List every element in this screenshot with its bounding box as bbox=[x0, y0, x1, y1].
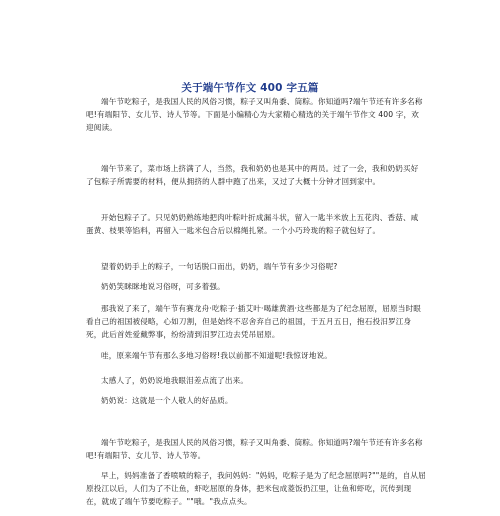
document-title: 关于端午节作文 400 字五篇 bbox=[181, 82, 319, 94]
paragraph-intro: 端午节吃粽子，是我国人民的风俗习惯，粽子又叫角黍、筒粽。你知道吗?端午节还有许多名称吧!有端阳节、女儿节、诗人节等。下面是小编精心为大家精心精选的关于端午节作文 400 字，欢迎阅读。 bbox=[86, 97, 423, 132]
paragraph-wrapping: 开始包粽子了。只见奶奶熟练地把肉叶粽叶折成漏斗状，留入一匙半米放上五花肉、香菇、咸蛋黄、枝果等馅料，再留入一匙米包合后以棉绳扎紧。一个小巧玲珑的粽子就包好了。 bbox=[86, 213, 419, 235]
paragraph-market: 端午节来了，菜市场上挤满了人，当然，我和奶奶也是其中的两员。过了一会，我和奶奶买好了包粽子所需要的材料，便从拥挤的人群中跑了出来，又过了大概十分钟才回到家中。 bbox=[86, 164, 419, 186]
paragraph-quality: 奶奶说：这就是一个人敬人的好品质。 bbox=[101, 396, 233, 405]
paragraph-moved: 太感人了，奶奶说地我眼泪差点流了出来。 bbox=[101, 376, 249, 385]
paragraph-grandma-reply: 奶奶笑眯眯地说习俗呀，可多着强。 bbox=[101, 282, 225, 291]
paragraph-question: 望着奶奶手上的粽子，一句话脱口而出，奶奶，端午节有多少习俗呢? bbox=[101, 262, 338, 271]
paragraph-surprise: 哇，原来端午节有那么多地习俗呀!我以前都不知道呢!我惊讶地说。 bbox=[101, 351, 332, 360]
paragraph-intro-repeat: 端午节吃粽子，是我国人民的风俗习惯，粽子又叫角黍、筒粽。你知道吗?端午节还有许多名称吧!有端阳节、女儿节、诗人节等。 bbox=[86, 438, 423, 460]
paragraph-customs: 那我说了来了，端午节有赛龙舟·吃粽子·插艾叶·喝雄黄酒·这些都是为了纪念屈原，屈原当时眼看自己的祖国被侵略，心如刀割，但是始终不忍舍弃自己的祖国，于五月五日，抱石投汨罗江身死，此后首姓爱戴弊事，纷纷清到汨罗江边去凭吊屈原。 bbox=[86, 304, 422, 339]
paragraph-morning: 早上，妈妈准备了香喷喷的粽子，我问妈妈："妈妈，吃粽子是为了纪念屈原吗?""是的，自从屈原投江以后，人们为了不让鱼，虾吃屈原的身体，把米包成菱饭扔江里，让鱼和虾吃，沉传到现在，就成了端午节要吃粽子。""哦。"我点点头。 bbox=[86, 471, 426, 506]
